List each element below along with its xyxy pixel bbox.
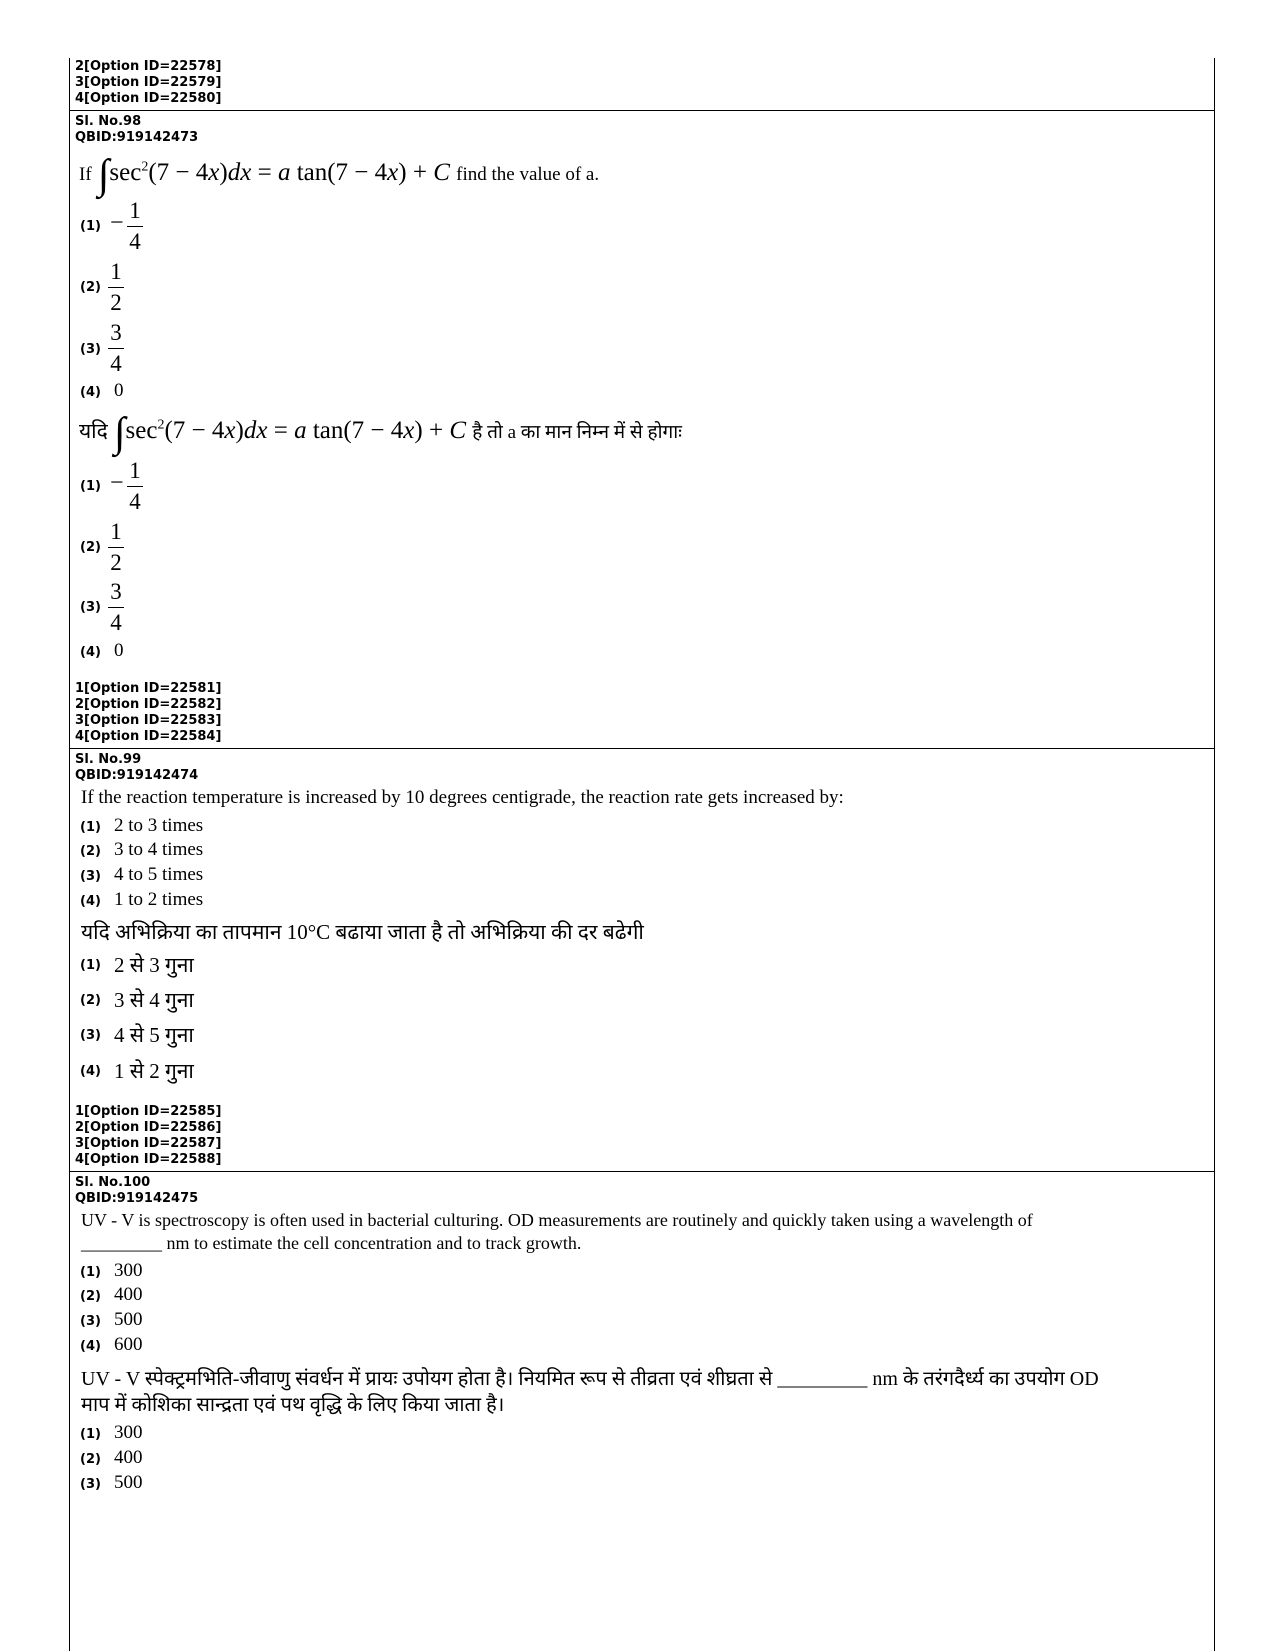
option-number: (3) (80, 1028, 101, 1043)
option-value: 500 (114, 1309, 143, 1330)
option-value: 500 (114, 1472, 143, 1493)
option-value: 1 to 2 times (114, 889, 204, 910)
question-text-english-line1: UV - V is spectroscopy is often used in bacterial culturing. OD measurements are routinely and quickly taken using a wavelength of (81, 1210, 1033, 1230)
question-prefix: यदि (79, 419, 108, 443)
option-number: (2) (80, 1289, 101, 1304)
option-value: 4 से 5 गुना (114, 1023, 194, 1047)
fraction: 3 4 (108, 579, 124, 636)
option-id: 3[Option ID=22583] (75, 713, 222, 728)
option-id: 4[Option ID=22588] (75, 1152, 222, 1167)
option-number: (3) (80, 342, 101, 357)
minus-sign: − (110, 210, 124, 236)
option-value: 2 to 3 times (114, 815, 204, 836)
divider (69, 1171, 1215, 1172)
option-value: 3 से 4 गुना (114, 988, 194, 1012)
option-number: (1) (80, 1265, 101, 1280)
option-number: (2) (80, 844, 101, 859)
option-value: 0 (114, 380, 124, 401)
option-number: (4) (80, 894, 101, 909)
option-number: (4) (80, 645, 101, 660)
question-text-hindi: यदि अभिक्रिया का तापमान 10°C बढाया जाता है तो अभिक्रिया की दर बढेगी (81, 920, 644, 944)
option-number: (3) (80, 1477, 101, 1492)
qbid: QBID:919142475 (75, 1191, 199, 1206)
question-prefix: If (79, 164, 92, 185)
serial-number: Sl. No.99 (75, 752, 142, 767)
option-number: (4) (80, 1339, 101, 1354)
fraction: 1 2 (108, 259, 124, 316)
option-number: (3) (80, 600, 101, 615)
option-id: 1[Option ID=22585] (75, 1104, 222, 1119)
option-value: 1 से 2 गुना (114, 1059, 194, 1083)
option-number: (2) (80, 993, 101, 1008)
fraction: 1 4 (127, 198, 143, 255)
option-number: (3) (80, 1314, 101, 1329)
question-text-hindi-line1: UV - V स्पेक्ट्रमभिति-जीवाणु संवर्धन में प्रायः उपोयग होता है। नियमित रूप से तीव्रता एवं शीघ्रता से _________ nm के तरंगदैर्ध्य का उपयोग OD (81, 1368, 1099, 1390)
option-number: (3) (80, 869, 101, 884)
option-number: (4) (80, 385, 101, 400)
option-value: 3 to 4 times (114, 839, 204, 860)
option-id: 1[Option ID=22581] (75, 681, 222, 696)
option-value: 300 (114, 1260, 143, 1281)
option-number: (1) (80, 958, 101, 973)
option-number: (1) (80, 1427, 101, 1442)
question-text-hindi-line2: माप में कोशिका सान्द्रता एवं पथ वृद्धि के लिए किया जाता है। (81, 1394, 505, 1416)
option-value: 300 (114, 1422, 143, 1443)
option-value: 400 (114, 1447, 143, 1468)
fraction: 1 2 (108, 519, 124, 576)
option-number: (4) (80, 1064, 101, 1079)
qbid: QBID:919142473 (75, 130, 199, 145)
serial-number: Sl. No.100 (75, 1175, 151, 1190)
option-id: 4[Option ID=22580] (75, 91, 222, 106)
question-text-english: If $\int\sec^2(7 - 4x)dx = a$ tan(7 − 4x) + C find the value of a. (79, 152, 600, 198)
option-id: 2[Option ID=22586] (75, 1120, 222, 1135)
divider (69, 748, 1215, 749)
question-suffix: है तो a का मान निम्न में से होगाः (472, 422, 682, 443)
option-value: 0 (114, 640, 124, 661)
option-value: 2 से 3 गुना (114, 953, 194, 977)
question-text-english-line2: _________ nm to estimate the cell concentration and to track growth. (81, 1233, 582, 1253)
option-id: 2[Option ID=22582] (75, 697, 222, 712)
question-suffix: find the value of a. (456, 164, 600, 185)
option-id: 4[Option ID=22584] (75, 729, 222, 744)
option-number: (1) (80, 219, 101, 234)
option-value: 600 (114, 1334, 143, 1355)
option-value: 400 (114, 1284, 143, 1305)
qbid: QBID:919142474 (75, 768, 199, 783)
fraction: 3 4 (108, 320, 124, 377)
option-value: 4 to 5 times (114, 864, 204, 885)
option-id: 3[Option ID=22579] (75, 75, 222, 90)
question-text-hindi: यदि $\int\sec^2(7 - 4x)dx = a$ tan(7 − 4x) + C है तो a का मान निम्न में से होगाः (79, 410, 682, 456)
serial-number: Sl. No.98 (75, 114, 142, 129)
divider (69, 110, 1215, 111)
fraction: 1 4 (127, 458, 143, 515)
minus-sign: − (110, 470, 124, 496)
option-number: (1) (80, 820, 101, 835)
option-number: (2) (80, 280, 101, 295)
option-id: 3[Option ID=22587] (75, 1136, 222, 1151)
question-text-english: If the reaction temperature is increased by 10 degrees centigrade, the reaction rate gets increased by: (81, 787, 844, 808)
option-id: 2[Option ID=22578] (75, 59, 222, 74)
option-number: (1) (80, 479, 101, 494)
option-number: (2) (80, 1452, 101, 1467)
option-number: (2) (80, 540, 101, 555)
